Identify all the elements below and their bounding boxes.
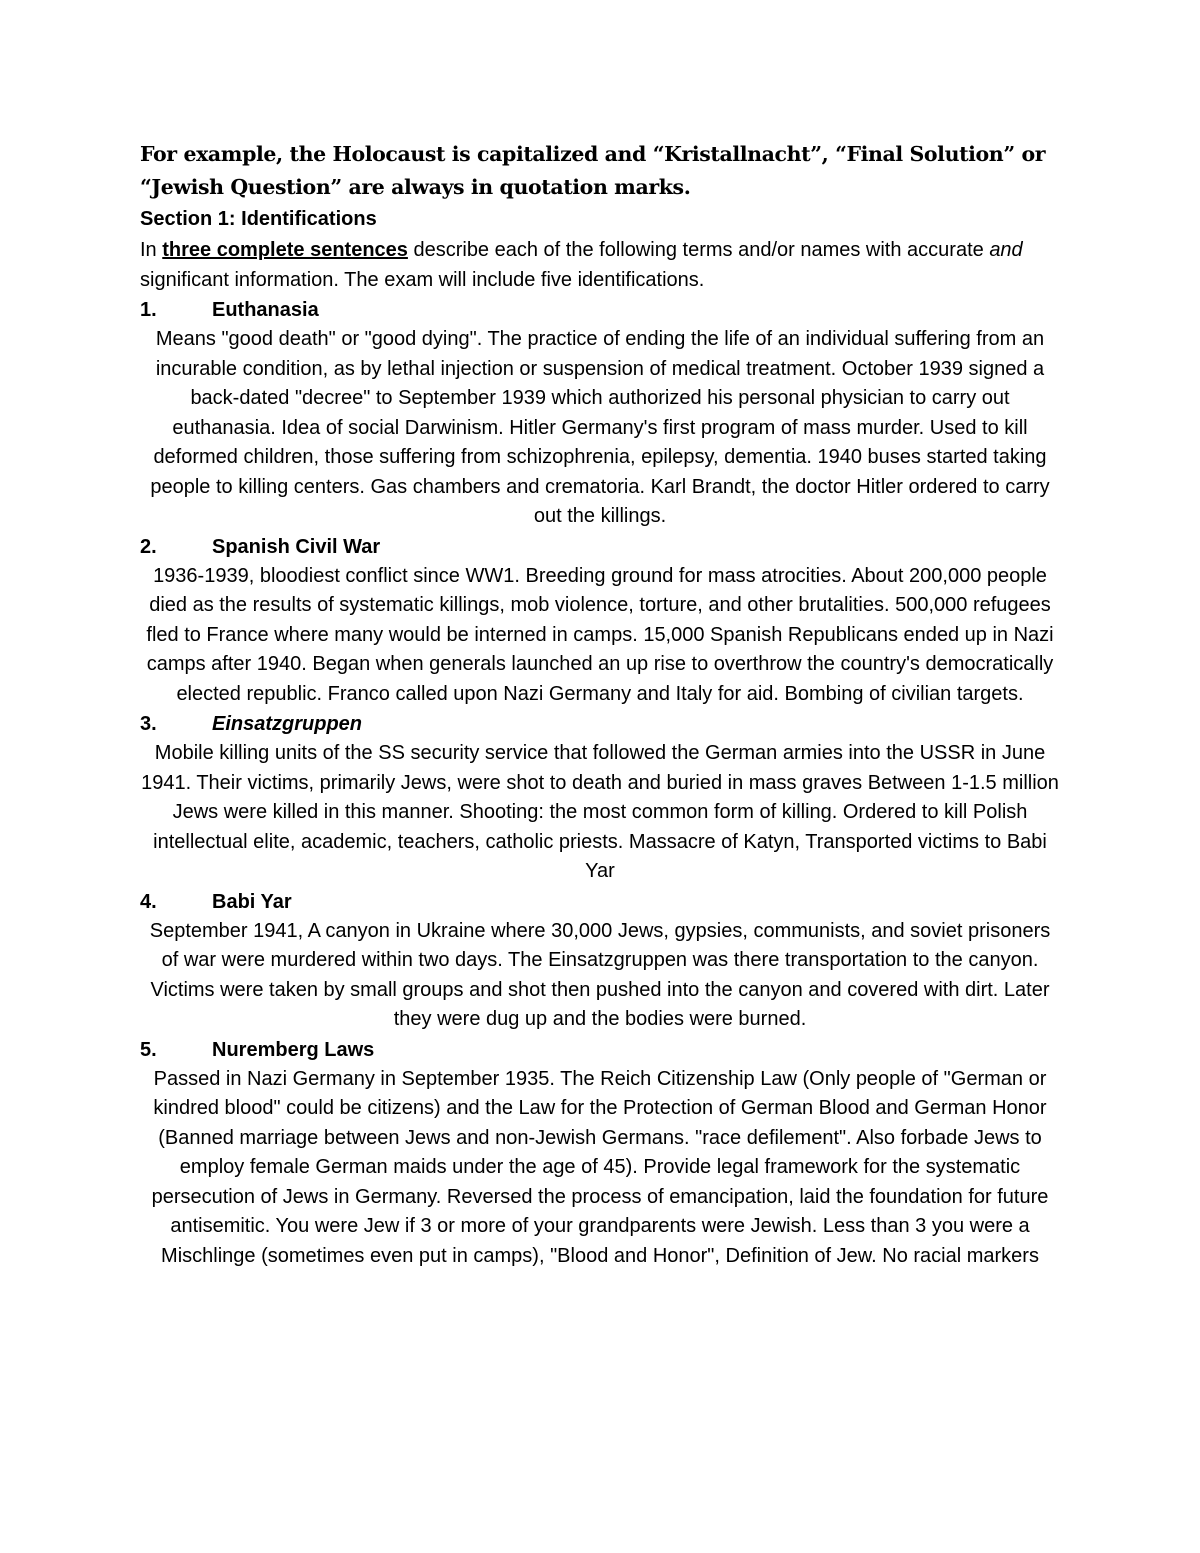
section-title: Section 1: Identifications [140, 208, 377, 230]
term-number: 4. [140, 890, 157, 913]
term-heading [140, 1035, 1060, 1065]
term-name: Einsatzgruppen [212, 713, 363, 735]
term-heading [140, 295, 1060, 325]
term-description: September 1941, A canyon in Ukraine where 30,000 Jews, gypsies, communists, and soviet prisoners of war were murdered within two days. The Einsatzgruppen was there transportation to the canyon. Victims were taken by small groups and shot then pushed into the canyon and covered with dirt. Later they were dug up and the bodies were burned. [149, 919, 1051, 1030]
term-name: Nuremberg Laws [212, 1038, 375, 1061]
term-description: Means "good death" or "good dying". The practice of ending the life of an individual suffering from an incurable condition, as by lethal injection or suspension of medical treatment. October 1939 signed a back-dated "decree" to September 1939 which authorized his personal physician to carry out euthanasia. Idea of social Darwinism. Hitler Germany's first program of mass murder. Used to kill deformed children, those suffering from schizophrenia, epilepsy, dementia. 1940 buses started taking people to killing centers. Gas chambers and crematoria. Karl Brandt, the doctor Hitler ordered to carry out the killings. [150, 328, 1050, 527]
section-instructions [140, 235, 1060, 295]
term-item-spanish-civil-war [140, 532, 1060, 710]
term-heading [140, 887, 1060, 917]
term-item-nuremberg-laws [140, 1035, 1060, 1272]
term-item-euthanasia [140, 295, 1060, 532]
term-name: Babi Yar [212, 890, 292, 913]
instructions-suffix: significant information. The exam will include five identifications. [140, 269, 705, 291]
document-page [140, 138, 1060, 1271]
instructions-italic: and [989, 239, 1023, 261]
term-item-babi-yar [140, 887, 1060, 1035]
instructions-middle: describe each of the following terms and/or names with accurate [407, 239, 990, 261]
term-description: Mobile killing units of the SS security service that followed the German armies into the USSR in June 1941. Their victims, primarily Jews, were shot to death and buried in mass graves Between 1-1.5 million Jews were killed in this manner. Shooting: the most common form of killing. Ordered to kill Polish intellectual elite, academic, teachers, catholic priests. Massacre of Katyn, Transported victims to Babi Yar [141, 742, 1059, 882]
term-heading [140, 709, 1060, 739]
term-number: 5. [140, 1038, 157, 1061]
term-name: Euthanasia [212, 299, 319, 321]
term-number: 3. [140, 713, 157, 735]
term-description: Passed in Nazi Germany in September 1935. The Reich Citizenship Law (Only people of "German or kindred blood" could be citizens) and the Law for the Protection of German Blood and German Honor (Banned marriage between Jews and non-Jewish Germans. "race defilement". Also forbade Jews to employ female German maids under the age of 45). Provide legal framework for the systematic persecution of Jews in Germany. Reversed the process of emancipation, laid the foundation for future antisemitic. You were Jew if 3 or more of your grandparents were Jewish. Less than 3 you were a Mischlinge (sometimes even put in camps), "Blood and Honor", Definition of Jew. No racial markers [151, 1067, 1049, 1267]
term-name: Spanish Civil War [212, 535, 381, 558]
intro-note: For example, the Holocaust is capitalized and “Kristallnacht”, “Final Solution” or “Jewish Question” are always in quotation marks. [140, 142, 1046, 199]
term-number: 1. [140, 299, 157, 321]
instructions-prefix: In [140, 239, 163, 261]
term-number: 2. [140, 535, 157, 558]
term-item-einsatzgruppen [140, 709, 1060, 887]
instructions-emphasis: three complete sentences [162, 239, 408, 261]
term-description: 1936-1939, bloodiest conflict since WW1. Breeding ground for mass atrocities. About 200,000 people died as the results of systematic killings, mob violence, torture, and other brutalities. 500,000 refugees fled to France where many would be interned in camps. 15,000 Spanish Republicans ended up in Nazi camps after 1940. Began when generals launched an up rise to overthrow the country's democratically elected republic. Franco called upon Nazi Germany and Italy for aid. Bombing of civilian targets. [146, 564, 1054, 705]
term-heading [140, 532, 1060, 562]
